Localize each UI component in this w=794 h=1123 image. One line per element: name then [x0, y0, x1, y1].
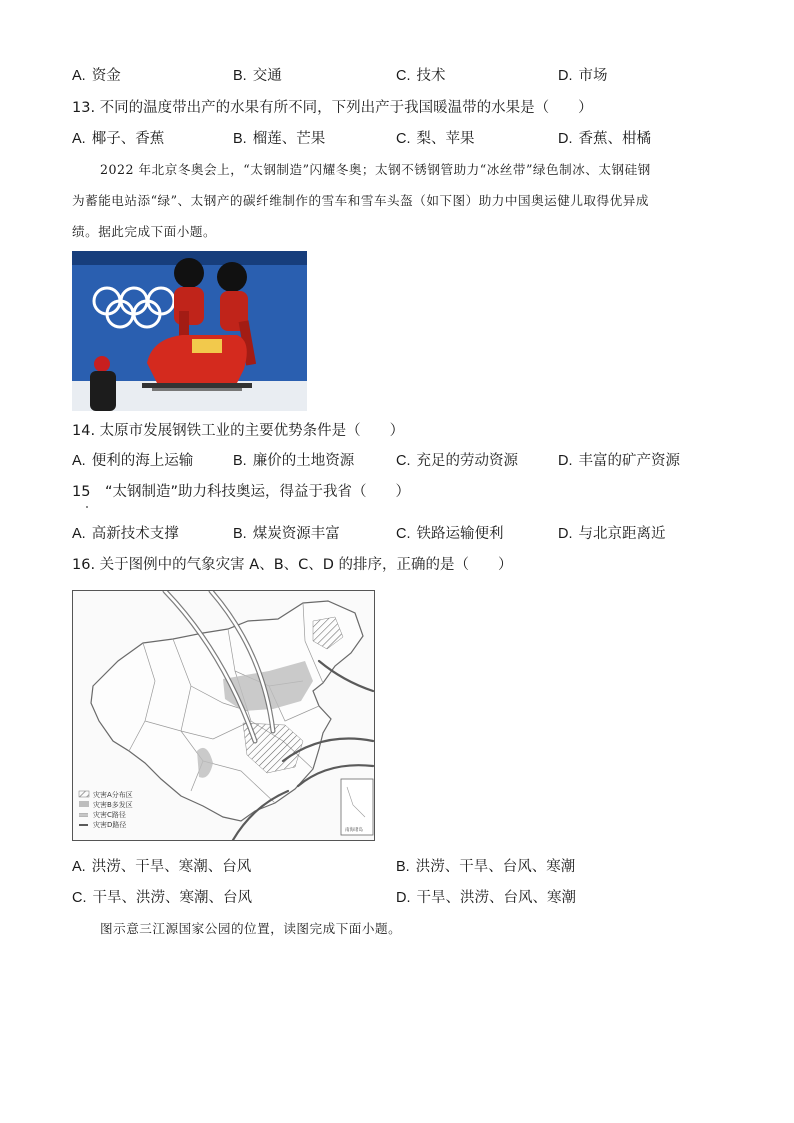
q16-option-b[interactable]: B. 洪涝、干旱、台风、寒潮 — [396, 859, 576, 875]
q13-option-d[interactable]: D. 香蕉、柑橘 — [558, 131, 651, 147]
inset-label: 南海诸岛 — [345, 828, 363, 833]
legend-hazard-d: 灾害D路径 — [93, 821, 127, 829]
q12-option-b[interactable]: B. 交通 — [233, 68, 282, 84]
q16-stem: 16. 关于图例中的气象灾害 A、B、C、D 的排序，正确的是（ ） — [72, 557, 513, 573]
map-drawing — [73, 591, 374, 840]
bobsled-photo-drawing — [72, 251, 307, 411]
q13-option-c[interactable]: C. 梨、苹果 — [396, 131, 475, 147]
q12-option-c[interactable]: C. 技术 — [396, 68, 446, 84]
q14-option-d[interactable]: D. 丰富的矿产资源 — [558, 453, 680, 469]
q16-option-a[interactable]: A. 洪涝、干旱、寒潮、台风 — [72, 859, 252, 875]
passage1-line2: 为蓄能电站添“绿”、太钢产的碳纤维制作的雪车和雪车头盔（如下图）助力中国奥运健儿取得优异成 — [72, 193, 649, 208]
q15-stem: 15 “太钢制造”助力科技奥运，得益于我省（ ） — [72, 484, 410, 500]
passage1-line3: 绩。据此完成下面小题。 — [72, 224, 217, 239]
q16-option-d[interactable]: D. 干旱、洪涝、台风、寒潮 — [396, 890, 576, 906]
q15-option-b[interactable]: B. 煤炭资源丰富 — [233, 526, 340, 542]
q13-option-a[interactable]: A. 椰子、香蕉 — [72, 131, 165, 147]
q14-option-a[interactable]: A. 便利的海上运输 — [72, 453, 194, 469]
q13-option-b[interactable]: B. 榴莲、芒果 — [233, 131, 326, 147]
q14-option-c[interactable]: C. 充足的劳动资源 — [396, 453, 518, 469]
passage2-line1: 图示意三江源国家公园的位置，读图完成下面小题。 — [100, 921, 402, 936]
china-weather-hazard-map — [72, 590, 375, 841]
q12-option-a[interactable]: A. 资金 — [72, 68, 121, 84]
bobsled-photo — [72, 251, 307, 411]
q14-stem: 14. 太原市发展钢铁工业的主要优势条件是（ ） — [72, 423, 405, 439]
q15-option-a[interactable]: A. 高新技术支撑 — [72, 526, 179, 542]
legend-hazard-b: 灾害B多发区 — [93, 801, 133, 809]
legend-hazard-a: 灾害A分布区 — [93, 791, 133, 799]
legend-hazard-c: 灾害C路径 — [93, 811, 126, 819]
q15-option-c[interactable]: C. 铁路运输便利 — [396, 526, 504, 542]
q15-option-d[interactable]: D. 与北京距离近 — [558, 526, 666, 542]
passage1-line1: 2022 年北京冬奥会上，“太钢制造”闪耀冬奥；太钢不锈钢管助力“冰丝带”绿色制冰、太钢硅钢 — [100, 162, 651, 177]
map-legend — [79, 790, 133, 829]
stray-dot — [86, 506, 88, 508]
q13-stem: 13. 不同的温度带出产的水果有所不同，下列出产于我国暖温带的水果是（ ） — [72, 100, 593, 116]
q12-option-d[interactable]: D. 市场 — [558, 68, 608, 84]
south-china-sea-inset — [341, 779, 373, 835]
q16-option-c[interactable]: C. 干旱、洪涝、寒潮、台风 — [72, 890, 252, 906]
q14-option-b[interactable]: B. 廉价的土地资源 — [233, 453, 355, 469]
